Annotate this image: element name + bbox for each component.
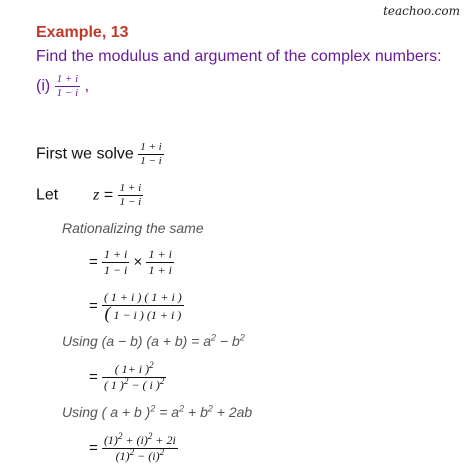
identity-2-sup-1: 2 [150,403,156,414]
step-4-numerator [102,433,178,448]
step-1-fraction-1 [102,247,129,278]
times-sign: × [133,253,143,271]
identity-2-mid-1: = a [155,404,180,420]
let-variable: z [93,186,100,204]
question-text: Find the modulus and argument of the complex numbers: [36,48,442,65]
let-equals: = [103,186,114,204]
step-4-denominator [114,449,166,464]
example-heading: Example, 13 [36,24,129,41]
step-3-den-a: ( 1 ) [103,378,124,392]
solve-denominator: 1 − i [140,155,162,167]
brand-logo: teachoo.com [383,4,460,18]
identity-1-sup-2: 2 [239,332,245,343]
step-1-f2-denominator: 1 + i [148,263,172,277]
step-4-num-c: + 2i [152,433,176,447]
identity-1-sup-1: 2 [211,332,217,343]
step-3-num-base: ( 1+ i ) [114,362,150,376]
step-3-numerator [113,362,156,377]
step-4-den-a: (1) [115,449,130,463]
step-4-num-a: (1) [103,433,118,447]
step-3 [89,362,166,393]
step-2-denominator [102,303,183,323]
let-numerator: 1 + i [119,182,142,194]
step-4 [89,433,178,464]
step-1-fraction-2 [146,247,173,278]
let-fraction [118,182,143,209]
step-4-num-sup-2: 2 [147,431,153,441]
step-2 [89,290,184,323]
solve-fraction [138,141,163,168]
identity-2 [62,404,252,420]
step-4-num-b: + (i) [122,433,148,447]
step-3-num-sup: 2 [149,360,154,370]
step-4-fraction [102,433,178,464]
step-3-equals: = [89,368,98,386]
part-i [36,73,89,100]
identity-2-lead: Using ( a + b ) [62,404,151,420]
identity-1-mid: − b [216,333,240,349]
part-fraction [55,73,80,100]
part-denominator: 1 − i [56,87,79,99]
solve-line [36,141,164,168]
step-4-den-sup-1: 2 [129,447,135,457]
step-2-big-paren: ( [104,303,111,323]
identity-2-sup-3: 2 [207,403,213,414]
rationalizing-note: Rationalizing the same [62,220,204,236]
step-3-den-sup-1: 2 [123,376,129,386]
part-trailing-comma: , [84,77,90,95]
step-4-num-sup-1: 2 [117,431,123,441]
part-numerator: 1 + i [56,73,79,85]
part-label: (i) [36,77,51,95]
solve-numerator: 1 + i [140,141,162,153]
let-line [36,182,143,209]
step-2-denominator-rest: 1 − i ) (1 + i ) [110,308,182,322]
step-4-equals: = [89,439,98,457]
step-2-equals: = [89,297,98,315]
step-1-f1-denominator: 1 − i [103,263,128,277]
identity-2-tail: + 2ab [212,404,253,420]
identity-2-sup-2: 2 [179,403,185,414]
identity-1 [62,333,245,349]
step-4-den-b: − (i) [134,449,160,463]
identity-2-mid-2: + b [184,404,208,420]
step-1-f2-numerator: 1 + i [148,247,172,261]
let-denominator: 1 − i [119,196,142,208]
step-3-fraction [102,362,166,393]
step-3-den-b: − ( i ) [128,378,160,392]
step-1-f1-numerator: 1 + i [103,247,128,261]
step-1 [89,247,174,278]
step-3-den-sup-2: 2 [159,376,165,386]
step-2-fraction [102,290,184,323]
step-3-denominator [102,378,166,393]
step-1-equals: = [89,253,98,271]
step-4-den-sup-2: 2 [159,447,165,457]
solve-text: First we solve [36,145,134,163]
let-word: Let [36,186,59,204]
identity-1-lead: Using (a − b) (a + b) = a [62,333,212,349]
step-2-numerator: ( 1 + i ) ( 1 + i ) [103,290,182,304]
